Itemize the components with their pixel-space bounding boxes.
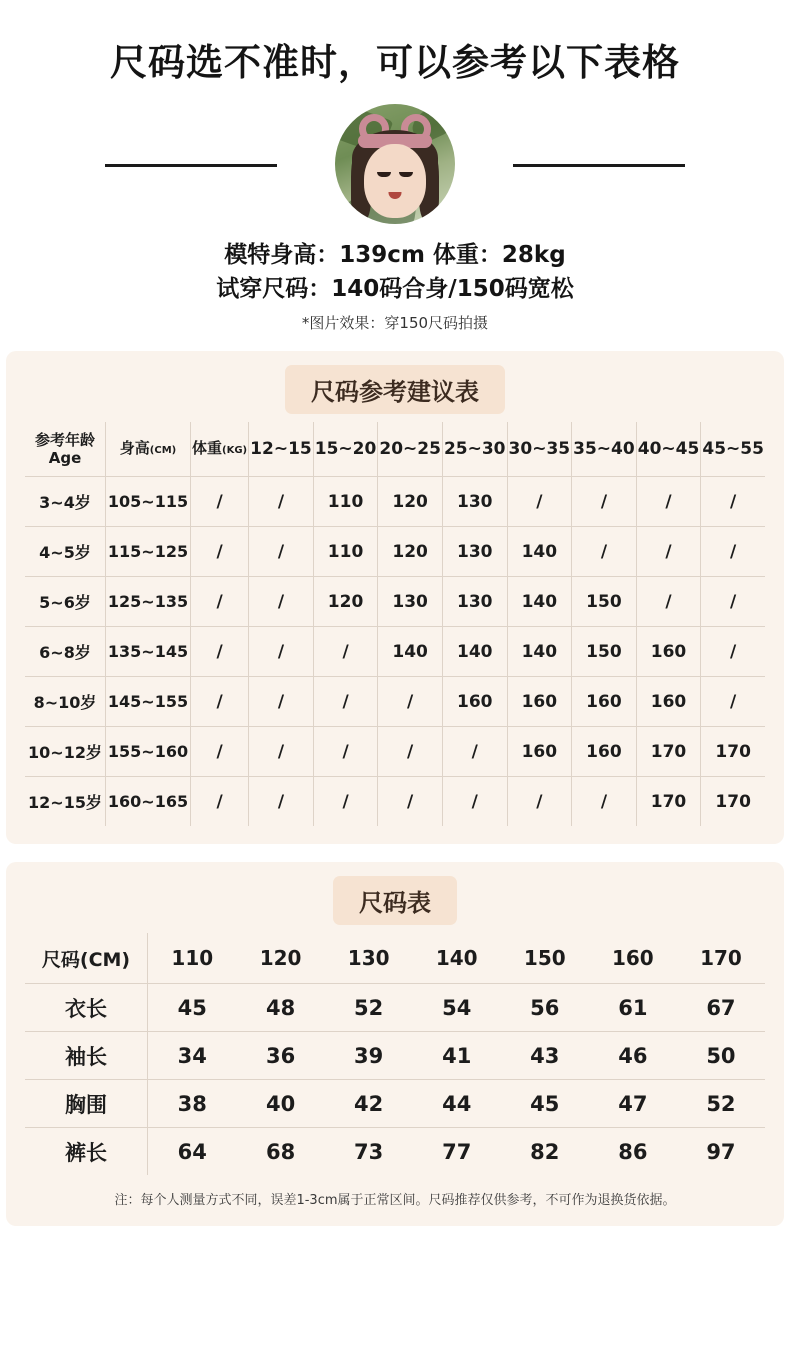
header-size: 150 <box>501 933 589 984</box>
reference-title-wrap <box>6 365 784 414</box>
cell-height: 115~125 <box>106 527 191 577</box>
cell-size: / <box>313 777 378 827</box>
header-size: 140 <box>413 933 501 984</box>
garment-size-table <box>25 933 765 1175</box>
cell-measure: 39 <box>325 1032 413 1080</box>
cell-size: 120 <box>378 477 443 527</box>
cell-size: 130 <box>442 527 507 577</box>
cell-size: / <box>378 677 443 727</box>
cell-size: / <box>191 677 249 727</box>
cell-height: 135~145 <box>106 627 191 677</box>
divider-right <box>513 164 685 167</box>
cell-size: / <box>249 577 314 627</box>
cell-size: / <box>701 477 765 527</box>
cell-measure: 45 <box>501 1080 589 1128</box>
cell-age: 5~6岁 <box>25 577 106 627</box>
header-size: 120 <box>237 933 325 984</box>
header-age-cn: 参考年龄 <box>34 431 95 449</box>
cell-measure: 82 <box>530 1139 560 1164</box>
cell-size: / <box>249 777 314 827</box>
cell-size: / <box>507 777 572 827</box>
size-reference-table <box>25 422 765 826</box>
cell-size: / <box>572 527 637 577</box>
cell-size: 170 <box>701 727 765 777</box>
cell-height: 105~115 <box>106 477 191 527</box>
row-label: 袖长 <box>25 1032 148 1080</box>
header-age-en: Age <box>48 449 82 467</box>
table-row <box>25 577 765 627</box>
cell-size: / <box>191 777 249 827</box>
cell-measure: 34 <box>148 1032 237 1080</box>
header-age <box>25 422 106 477</box>
cell-age: 8~10岁 <box>25 677 106 727</box>
cell-measure: 73 <box>354 1139 384 1164</box>
cell-size: / <box>313 677 378 727</box>
cell-size: / <box>442 777 507 827</box>
cell-size: 110 <box>313 527 378 577</box>
cell-measure: 64 <box>177 1139 207 1164</box>
cell-size: 140 <box>507 527 572 577</box>
cell-size: 170 <box>636 727 701 777</box>
cell-measure: 97 <box>706 1139 736 1164</box>
garment-size-panel <box>6 862 784 1226</box>
cell-size: 170 <box>715 791 751 812</box>
cell-size: 160 <box>507 727 572 777</box>
cell-size: / <box>249 527 314 577</box>
cell-size: / <box>249 627 314 677</box>
cell-measure: 48 <box>237 984 325 1032</box>
cell-size: / <box>636 527 701 577</box>
cell-size: / <box>701 677 765 727</box>
header-weight <box>191 422 249 477</box>
model-photo-block <box>0 104 790 224</box>
cell-size: 160 <box>572 727 637 777</box>
cell-measure: 68 <box>265 1139 296 1164</box>
cell-height: 145~155 <box>106 677 191 727</box>
cell-size: 120 <box>313 577 378 627</box>
cell-measure: 56 <box>501 984 589 1032</box>
cell-size: / <box>701 627 765 677</box>
cell-size: 140 <box>507 577 572 627</box>
cell-height: 155~160 <box>106 727 191 777</box>
cell-age: 10~12岁 <box>25 727 106 777</box>
cell-measure: 50 <box>677 1032 765 1080</box>
cell-age: 6~8岁 <box>25 627 106 677</box>
cell-size: 130 <box>378 577 443 627</box>
header-weight-range: 40~45 <box>636 422 701 477</box>
cell-measure: 36 <box>237 1032 325 1080</box>
table-row <box>25 984 765 1032</box>
cell-size: / <box>378 727 443 777</box>
table-row <box>25 1032 765 1080</box>
reference-table-body <box>25 477 765 827</box>
cell-size: 130 <box>442 477 507 527</box>
cell-measure: 44 <box>413 1080 501 1128</box>
cell-size: 120 <box>378 527 443 577</box>
table-row <box>25 727 765 777</box>
cell-size: / <box>191 577 249 627</box>
cell-size: / <box>572 777 637 827</box>
table-row <box>25 677 765 727</box>
cell-measure: 38 <box>148 1080 237 1128</box>
header-size: 160 <box>589 933 677 984</box>
size-table-body <box>25 984 765 1176</box>
cell-age: 12~15岁 <box>25 777 106 827</box>
header-size: 130 <box>325 933 413 984</box>
size-title-wrap <box>6 876 784 925</box>
model-measurements: 模特身高：139cm 体重：28kg <box>224 242 566 268</box>
table-row <box>25 777 765 827</box>
header-height-unit: (CM) <box>149 444 177 456</box>
row-label: 裤长 <box>25 1128 148 1176</box>
cell-size: 160 <box>636 677 701 727</box>
header-weight-range: 45~55 <box>701 422 765 477</box>
cell-size: 150 <box>572 577 637 627</box>
cell-size: / <box>507 477 572 527</box>
cell-size: 110 <box>313 477 378 527</box>
size-table-head <box>25 933 765 984</box>
cell-size: / <box>313 627 378 677</box>
cell-size: 160 <box>572 677 637 727</box>
cell-measure: 54 <box>413 984 501 1032</box>
cell-size: / <box>249 727 314 777</box>
header-weight-cn: 体重 <box>192 438 223 457</box>
header-weight-range: 25~30 <box>442 422 507 477</box>
cell-size: / <box>191 527 249 577</box>
cell-size: / <box>191 727 249 777</box>
cell-size: 160 <box>507 677 572 727</box>
cell-size: 170 <box>636 777 701 827</box>
table-row <box>25 1128 765 1176</box>
model-info <box>0 238 790 333</box>
cell-size: / <box>191 627 249 677</box>
header-weight-range: 15~20 <box>313 422 378 477</box>
cell-size: / <box>636 477 701 527</box>
page-title: 尺码选不准时，可以参考以下表格 <box>110 41 680 84</box>
table-row <box>25 627 765 677</box>
row-label: 衣长 <box>25 984 148 1032</box>
cell-size: / <box>701 577 765 627</box>
cell-size: / <box>191 477 249 527</box>
header-size-label: 尺码(CM) <box>25 933 148 984</box>
header-weight-range: 30~35 <box>507 422 572 477</box>
header-weight-range: 12~15 <box>249 422 314 477</box>
cell-measure: 52 <box>325 984 413 1032</box>
reference-table-head <box>25 422 765 477</box>
cell-size: 130 <box>442 577 507 627</box>
table-row <box>25 1080 765 1128</box>
model-portrait-icon <box>335 104 455 224</box>
cell-measure: 40 <box>237 1080 325 1128</box>
cell-size: 140 <box>378 627 443 677</box>
size-reference-panel <box>6 351 784 844</box>
cell-size: / <box>378 777 443 827</box>
cell-measure: 43 <box>501 1032 589 1080</box>
model-worn-size: 试穿尺码：140码合身/150码宽松 <box>216 276 574 302</box>
cell-size: / <box>636 577 701 627</box>
header-height-cn: 身高 <box>119 438 150 457</box>
cell-measure: 42 <box>325 1080 413 1128</box>
table-row <box>25 527 765 577</box>
cell-size: 140 <box>442 627 507 677</box>
size-panel-title: 尺码表 <box>333 876 457 925</box>
cell-height: 125~135 <box>106 577 191 627</box>
header-size: 170 <box>677 933 765 984</box>
row-label: 胸围 <box>25 1080 148 1128</box>
model-photo-note: *图片效果：穿150尺码拍摄 <box>301 314 489 332</box>
cell-height: 160~165 <box>106 777 191 827</box>
table-row <box>25 477 765 527</box>
cell-size: 140 <box>507 627 572 677</box>
cell-age: 3~4岁 <box>25 477 106 527</box>
cell-measure: 52 <box>677 1080 765 1128</box>
header-weight-unit: (KG) <box>222 444 248 456</box>
header-weight-range: 20~25 <box>378 422 443 477</box>
cell-measure: 61 <box>589 984 677 1032</box>
divider-left <box>105 164 277 167</box>
header-height <box>106 422 191 477</box>
cell-size: / <box>249 677 314 727</box>
table-header-row <box>25 933 765 984</box>
cell-size: / <box>313 727 378 777</box>
cell-measure: 47 <box>589 1080 677 1128</box>
cell-size: / <box>572 477 637 527</box>
cell-size: 160 <box>442 677 507 727</box>
cell-measure: 46 <box>589 1032 677 1080</box>
cell-measure: 45 <box>148 984 237 1032</box>
size-table-footnote: 注：每个人测量方式不同，误差1-3cm属于正常区间。尺码推荐仅供参考，不可作为退换货依据。 <box>114 1193 676 1208</box>
cell-age: 4~5岁 <box>25 527 106 577</box>
cell-size: / <box>249 477 314 527</box>
cell-size: / <box>442 727 507 777</box>
cell-size: 160 <box>636 627 701 677</box>
cell-measure: 77 <box>442 1139 472 1164</box>
reference-panel-title: 尺码参考建议表 <box>285 365 505 414</box>
cell-measure: 86 <box>618 1139 648 1164</box>
cell-measure: 41 <box>413 1032 501 1080</box>
header-size: 110 <box>148 933 237 984</box>
cell-measure: 67 <box>677 984 765 1032</box>
table-header-row <box>25 422 765 477</box>
cell-size: / <box>701 527 765 577</box>
header-weight-range: 35~40 <box>572 422 637 477</box>
cell-size: 150 <box>572 627 637 677</box>
